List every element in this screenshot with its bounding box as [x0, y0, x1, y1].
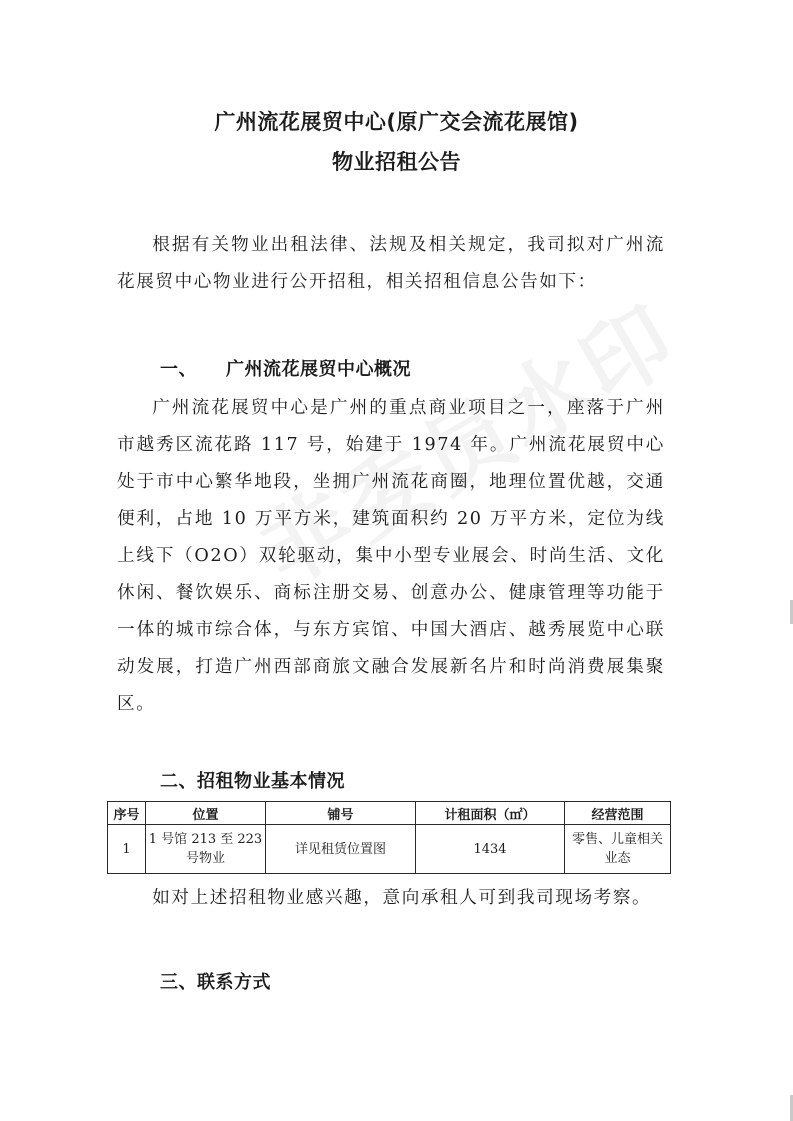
section1-title: 广州流花展贸中心概况 [226, 359, 411, 380]
table-header-cell: 序号 [108, 802, 146, 825]
section1-paragraph: 广州流花展贸中心是广州的重点商业项目之一，座落于广州市越秀区流花路 117 号，始建于 1974 年。广州流花展贸中心处于市中心繁华地段，坐拥广州流花商圈，地理位置优越，交通便利，占地 10 万平方米，建筑面积约 20 万平方米，定位为线上线下（O2O）双轮驱动，集中小型专业展会、时尚生活、文化休闲、餐饮娱乐、商标注册交易、创意办公、健康管理等功能于一体的城市综合体，与东方宾馆、中国大酒店、越秀展览中心联动发展，打造广州西部商旅文融合发展新名片和时尚消费展集聚区。 [117, 398, 665, 714]
section1-number: 一、 [160, 359, 197, 380]
section2-note: 如对上述招租物业感兴趣，意向承租人可到我司现场考察。 [152, 888, 652, 908]
intro-paragraph: 根据有关物业出租法律、法规及相关规定，我司拟对广州流花展贸中心物业进行公开招租，相关招租信息公告如下： [117, 235, 665, 292]
table-cell: 零售、儿童相关业态 [565, 825, 671, 874]
table-row [108, 825, 671, 874]
table-cell: 详见租赁位置图 [266, 825, 416, 874]
table-cell: 1434 [416, 825, 565, 874]
document-title-line2: 物业招租公告 [332, 150, 461, 174]
section3-heading: 三、联系方式 [160, 972, 271, 993]
table-cell: 1 [108, 825, 146, 874]
property-table [107, 801, 671, 874]
table-header-cell: 经营范围 [565, 802, 671, 825]
section2-heading: 二、招租物业基本情况 [160, 771, 345, 792]
table-header-row [108, 802, 671, 825]
table-cell: 1 号馆 213 至 223 号物业 [146, 825, 266, 874]
table-header-cell: 位置 [146, 802, 266, 825]
document-title-line1: 广州流花展贸中心(原广交会流花展馆) [214, 110, 579, 134]
table-header-cell: 铺号 [266, 802, 416, 825]
table-header-cell: 计租面积（㎡） [416, 802, 565, 825]
section1-heading [160, 355, 411, 381]
